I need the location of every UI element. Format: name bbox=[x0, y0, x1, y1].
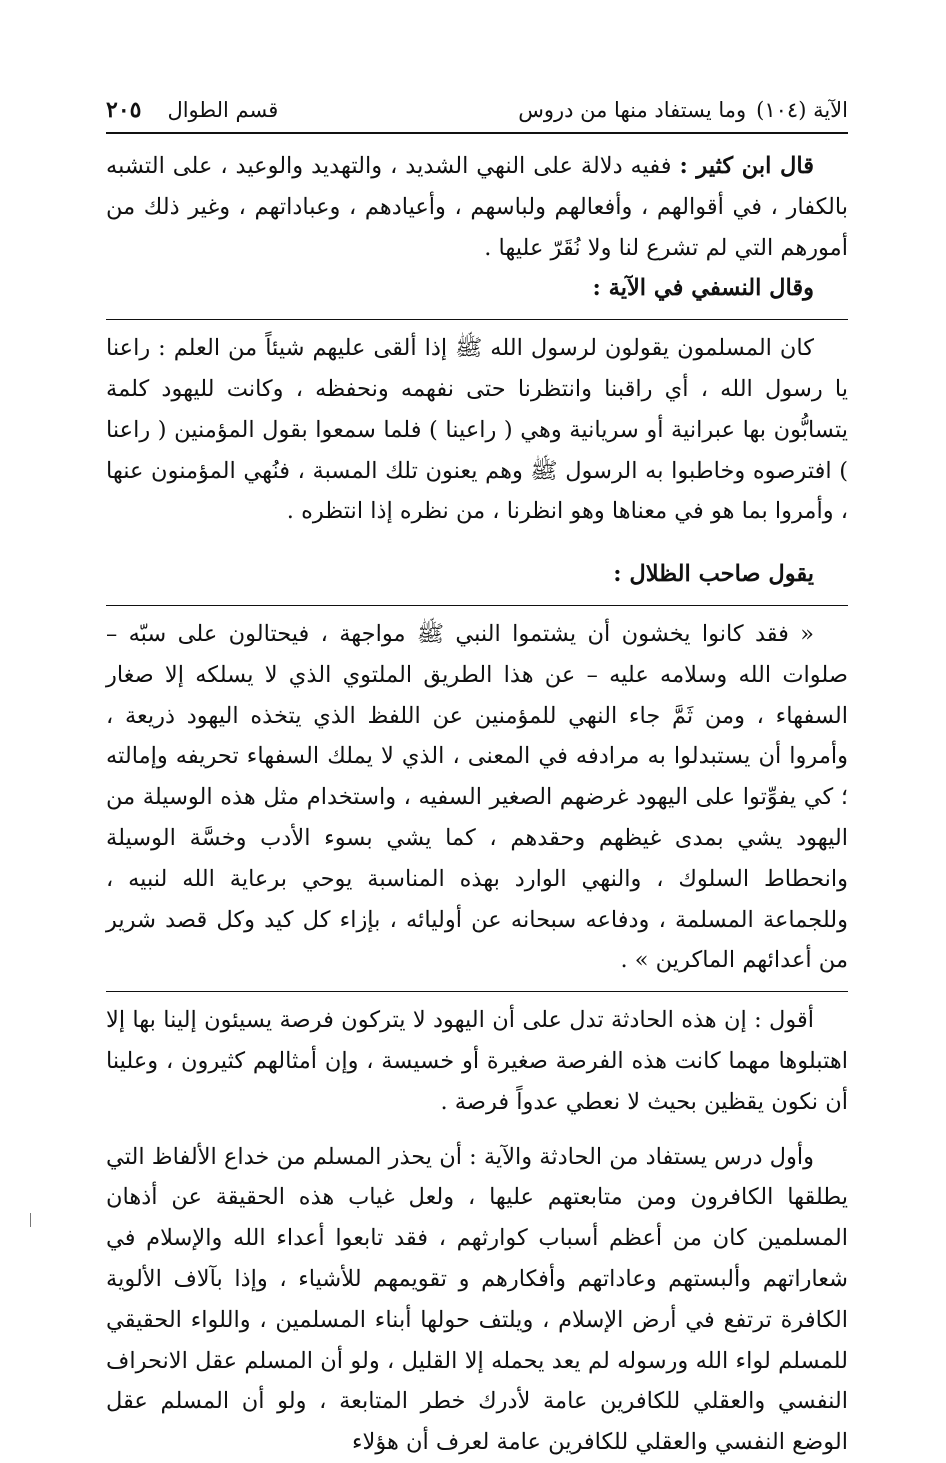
header-right bbox=[518, 92, 848, 128]
lesson-paragraph: وأول درس يستفاد من الحادثة والآية : أن يحذر المسلم من خداع الألفاظ التي يطلقها الكافرون ومن متابعتهم عليها ، ولعل غياب هذه الحقيقة عن أذهان المسلمين كان من أعظم أسباب كوارثهم ، فقد تابعوا أعداء الله والإسلام في شعاراتهم وألبستهم وعاداتهم وأفكارهم و تقويمهم للأشياء ، وإذا بآلاف الألوية الكافرة ترتفع في أرض الإسلام ، ويلتف حولها أبناء المسلمين ، واللواء الحقيقي للمسلم لواء الله ورسوله لم يعد يحمله إلا القليل ، ولو أن المسلم عقل الانحراف النفسي والعقلي للكافرين عامة لأدرك خطر المتابعة ، ولو أن المسلم عقل الوضع النفسي والعقلي للكافرين عامة لعرف أن هؤلاء bbox=[106, 1143, 848, 1456]
header-section-label: قسم الطوال bbox=[167, 98, 279, 122]
ibn-kathir-text: ففيه دلالة على النهي الشديد ، والتهديد والوعيد ، على التشبه بالكفار ، في أقوالهم ، وأفعالهم ولباسهم ، وأعيادهم ، وعباداتهم ، وغير ذلك من أمورهم التي لم تشرع لنا ولا نُقَرّ عليها . bbox=[106, 153, 848, 261]
ibn-kathir-lead: قال ابن كثير : bbox=[679, 153, 814, 179]
zilal-paragraph: « فقد كانوا يخشون أن يشتموا النبي ﷺ مواجهة ، فيحتالون على سبّه – صلوات الله وسلامه عليه – عن هذا الطريق الملتوي الذي لا يسلكه إلا صغار السفهاء ، ومن ثَمَّ جاء النهي للمؤمنين عن اللفظ الذي يتخذه اليهود ذريعة ، وأمروا أن يستبدلوا به مرادفه في المعنى ، الذي لا يملك السفهاء تحريفه وإمالته ؛ كي يفوِّتوا على اليهود غرضهم الصغير السفيه ، واستخدام مثل هذه الوسيلة من اليهود يشي بمدى غيظهم وحقدهم ، كما يشي بسوء الأدب وخسَّة الوسيلة وانحطاط السلوك ، والنهي الوارد بهذه المناسبة يوحي برعاية الله لنبيه ، وللجماعة المسلمة ، ودفاعه سبحانه عن أوليائه ، بإزاء كل كيد وكل قصد شرير من أعدائهم الماكرين » . bbox=[106, 620, 849, 974]
paragraph-spacer bbox=[106, 1123, 848, 1137]
page-number: ٢٠٥ bbox=[106, 97, 142, 123]
page-body bbox=[106, 146, 848, 1463]
header-rule bbox=[106, 132, 848, 134]
quote-rule-bottom bbox=[106, 991, 848, 992]
header-lessons-label: وما يستفاد منها من دروس bbox=[518, 98, 747, 122]
running-header bbox=[106, 92, 848, 128]
ibn-kathir-paragraph bbox=[106, 146, 848, 268]
aqool-paragraph: أقول : إن هذه الحادثة تدل على أن اليهود لا يتركون فرصة يسيئون إلينا بها إلا اهتبلوها مهما كانت هذه الفرصة صغيرة أو خسيسة ، وإن أمثالهم كثيرون ، وعلينا أن نكون يقظين بحيث لا نعطي عدواً فرصة . bbox=[106, 1007, 848, 1115]
quote-rule-top bbox=[106, 319, 848, 320]
quote-rule-middle bbox=[106, 605, 848, 606]
nasafi-paragraph: كان المسلمون يقولون لرسول الله ﷺ إذا ألقى عليهم شيئاً من العلم : راعنا يا رسول الله ، أي راقبنا وانتظرنا حتى نفهمه ونحفظه ، وكانت لليهود كلمة يتسابُّون بها عبرانية أو سريانية وهي ( راعينا ) فلما سمعوا بقول المؤمنين ( راعنا ) افترصوه وخاطبوا به الرسول ﷺ وهم يعنون تلك المسبة ، فنُهي المؤمنون عنها ، وأمروا بما هو في معناها وهو انظرنا ، من نظره إذا انتظره . bbox=[106, 335, 848, 525]
nasafi-heading: وقال النسفي في الآية : bbox=[592, 275, 814, 302]
header-verse-label: الآية (١٠٤) bbox=[756, 98, 848, 122]
zilal-heading: يقول صاحب الظلال : bbox=[613, 561, 814, 588]
margin-mark bbox=[30, 1213, 31, 1227]
header-left bbox=[106, 92, 278, 128]
